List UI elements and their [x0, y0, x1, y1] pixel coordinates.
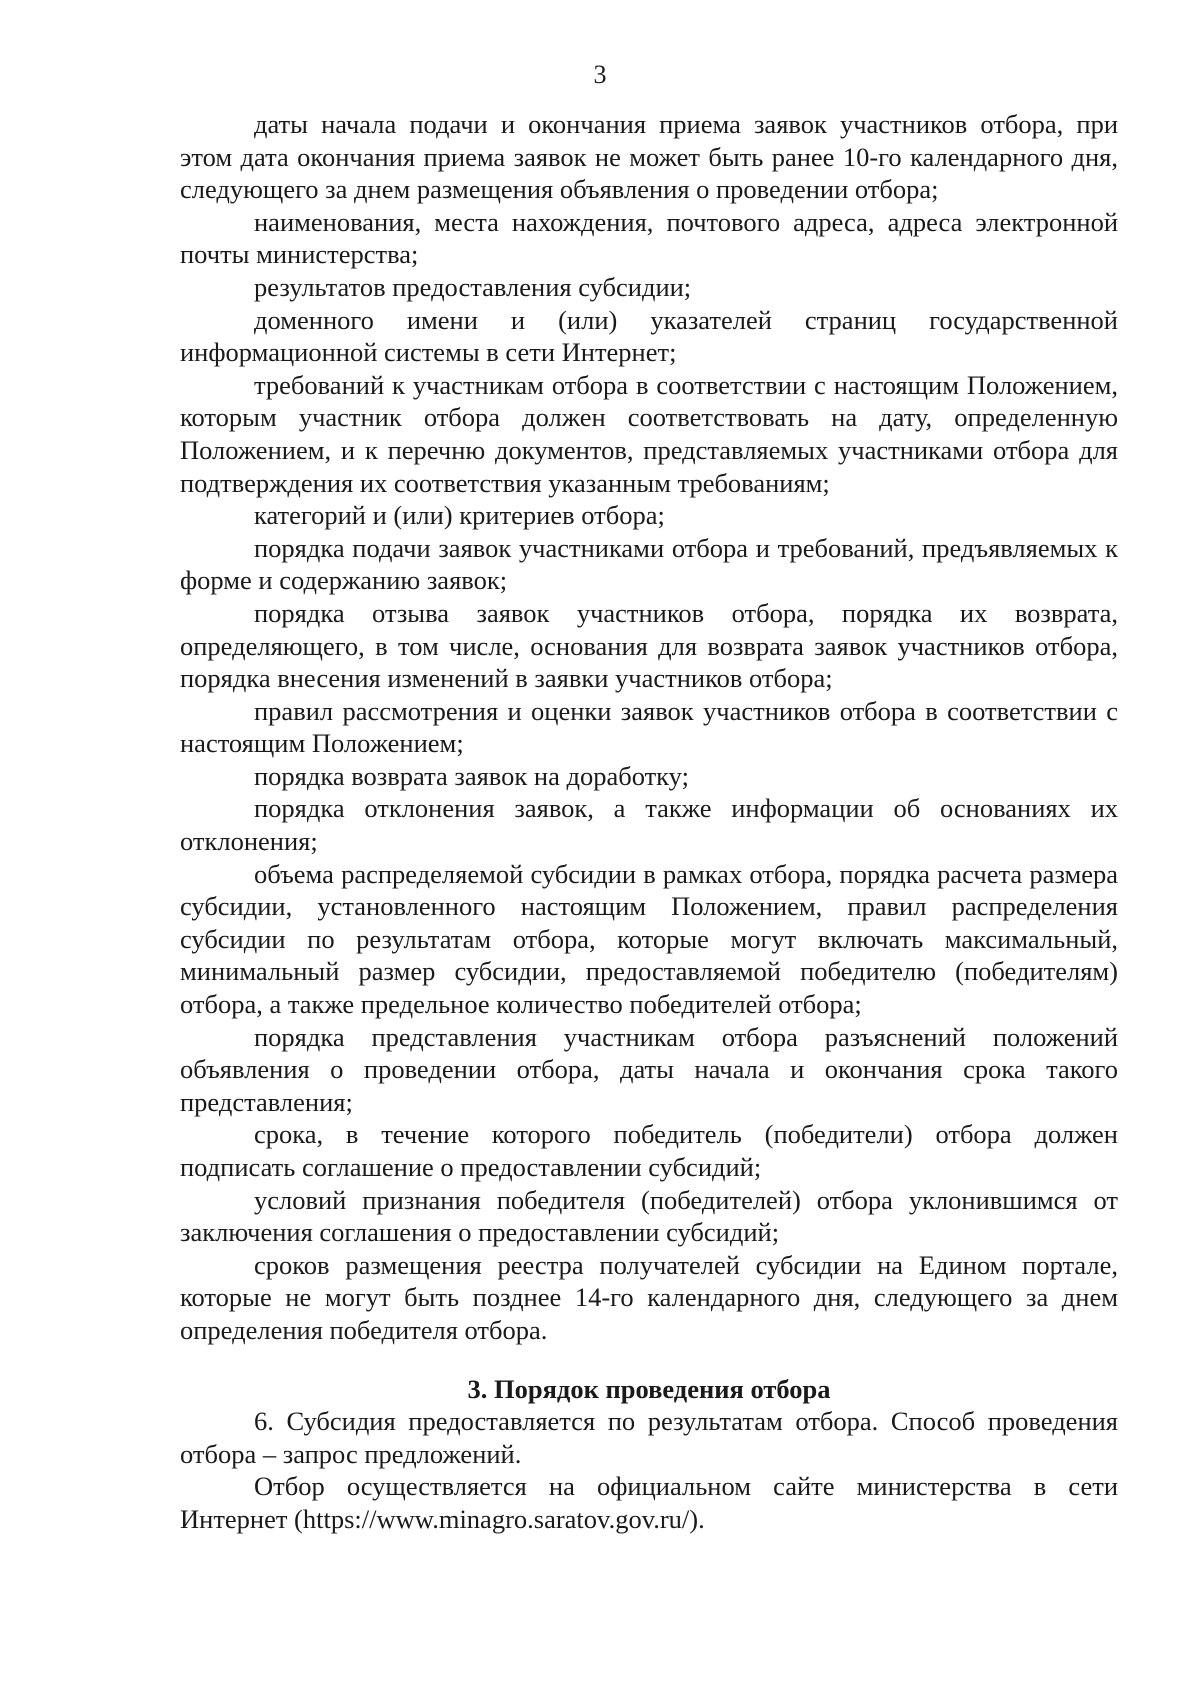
- paragraph-subsidy-volume: объема распределяемой субсидии в рамках отбора, порядка расчета размера субсидии, установленного настоящим Положением, правил распределения субсидии по результатам отбора, которые могут включать максимальный, минимальный размер субсидии, предоставляемой победителю (победителям) отбора, а также предельное количество победителей отбора;: [180, 858, 1118, 1020]
- paragraph-section-6: 6. Субсидия предоставляется по результатам отбора. Способ проведения отбора – запрос предложений.: [180, 1406, 1118, 1469]
- paragraph-ministry-contacts: наименования, места нахождения, почтового адреса, адреса электронной почты министерства;: [180, 206, 1118, 270]
- page-number: 3: [593, 60, 607, 89]
- paragraph-return-for-revision: порядка возврата заявок на доработку;: [254, 760, 689, 791]
- paragraph-evasion-conditions: условий признания победителя (победителей) отбора уклонившимся от заключения соглашения о предоставлении субсидий;: [180, 1184, 1118, 1248]
- paragraph-review-rules: правил рассмотрения и оценки заявок участников отбора в соответствии с настоящим Положением;: [180, 695, 1118, 759]
- paragraph-submission-order: порядка подачи заявок участниками отбора и требований, предъявляемых к форме и содержанию заявок;: [180, 532, 1118, 596]
- paragraph-rejection-order: порядка отклонения заявок, а также информации об основаниях их отклонения;: [180, 793, 1118, 857]
- paragraph-dates: даты начала подачи и окончания приема заявок участников отбора, при этом дата окончания приема заявок не может быть ранее 10-го календарного дня, следующего за днем размещения объявления о проведении отбора;: [180, 109, 1118, 205]
- paragraph-official-site: Отбор осуществляется на официальном сайте министерства в сети Интернет (https://www.minagro.saratov.gov.ru/).: [180, 1471, 1118, 1534]
- paragraph-categories: категорий и (или) критериев отбора;: [254, 500, 665, 531]
- section-heading: 3. Порядок проведения отбора: [467, 1373, 831, 1404]
- paragraph-domain-name: доменного имени и (или) указателей страниц государственной информационной системы в сети Интернет;: [180, 304, 1118, 368]
- paragraph-participant-requirements: требований к участникам отбора в соответствии с настоящим Положением, которым участник отбора должен соответствовать на дату, определенную Положением, и к перечню документов, представляемых участниками отбора для подтверждения их соответствия указанным требованиям;: [180, 369, 1118, 498]
- paragraph-subsidy-results: результатов предоставления субсидии;: [254, 271, 692, 302]
- paragraph-withdrawal-order: порядка отзыва заявок участников отбора, порядка их возврата, определяющего, в том числе, основания для возврата заявок участников отбора, порядка внесения изменений в заявки участников отбора;: [180, 597, 1118, 694]
- document-body: [180, 108, 1118, 1536]
- paragraph-registry-deadline: сроков размещения реестра получателей субсидии на Едином портале, которые не могут быть позднее 14-го календарного дня, следующего за днем определения победителя отбора.: [180, 1249, 1118, 1345]
- paragraph-signing-deadline: срока, в течение которого победитель (победители) отбора должен подписать соглашение о предоставлении субсидий;: [180, 1119, 1118, 1182]
- paragraph-clarifications: порядка представления участникам отбора разъяснений положений объявления о проведении отбора, даты начала и окончания срока такого представления;: [180, 1021, 1118, 1117]
